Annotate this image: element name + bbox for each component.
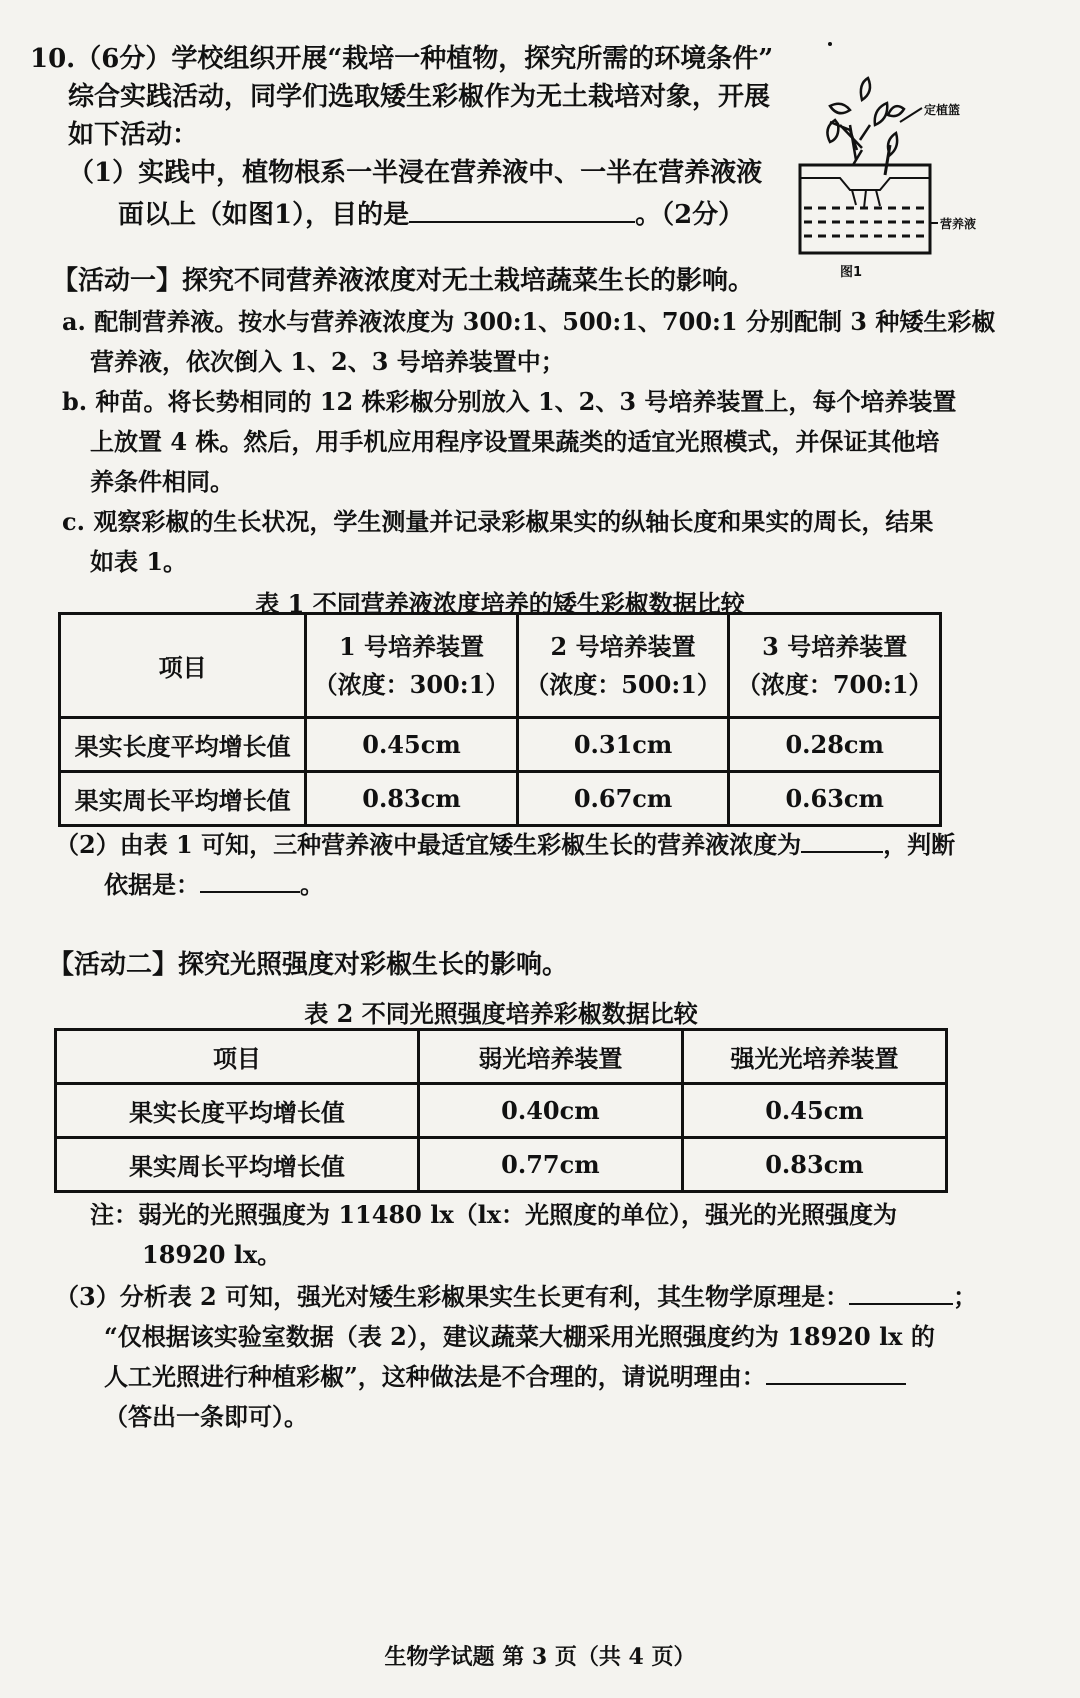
table2-header-strong-light: 强光光培养装置 (682, 1030, 946, 1084)
figure-1 (790, 30, 1060, 280)
table1-device2-name: 2 号培养装置 (550, 631, 696, 661)
q1-line1: （1）实践中，植物根系一半浸在营养液中、一半在营养液液 (68, 158, 763, 188)
table2 (54, 1028, 948, 1193)
q1-points: 。（2分） (635, 200, 745, 230)
q2-period: 。 (300, 870, 324, 899)
table2-note-line1: 注：弱光的光照强度为 11480 lx（lx：光照度的单位），强光的光照强度为 (90, 1200, 898, 1229)
table1-row2-v3: 0.63cm (729, 772, 941, 826)
table1-device3-name: 3 号培养装置 (762, 631, 908, 661)
table2-row1-v2: 0.45cm (682, 1084, 946, 1138)
table2-row2-v1: 0.77cm (418, 1138, 682, 1192)
table1-header-device1 (306, 614, 518, 718)
table1-row2-v2: 0.67cm (517, 772, 729, 826)
activity1-step-a-line1: a. 配制营养液。按水与营养液浓度为 300:1、500:1、700:1 分别配制 3 种矮生彩椒 (62, 307, 996, 336)
table2-row1-v1: 0.40cm (418, 1084, 682, 1138)
activity1-step-b-line2: 上放置 4 株。然后，用手机应用程序设置果蔬类的适宜光照模式，并保证其他培 (90, 427, 940, 456)
table1-header-device3 (729, 614, 941, 718)
table1-row2-v1: 0.83cm (306, 772, 518, 826)
table2-header-row (56, 1030, 947, 1084)
q2-line2 (104, 866, 324, 904)
q3-principle-blank[interactable] (849, 1279, 953, 1305)
q2-concentration-blank[interactable] (801, 827, 883, 853)
q1-line2 (118, 196, 744, 234)
table2-row2-label: 果实周长平均增长值 (56, 1138, 419, 1192)
q2-basis-blank[interactable] (200, 867, 300, 893)
table1-header-row (60, 614, 941, 718)
table1-device1-name: 1 号培养装置 (338, 631, 485, 661)
table1-row1-label: 果实长度平均增长值 (60, 718, 306, 772)
q2-text: （2）由表 1 可知，三种营养液中最适宜矮生彩椒生长的营养液浓度为 (55, 830, 802, 859)
table2-header-item: 项目 (56, 1030, 419, 1084)
table1-header-item: 项目 (60, 614, 306, 718)
q1-text: 面以上（如图1），目的是 (118, 200, 410, 230)
activity1-title: 【活动一】探究不同营养液浓度对无土栽培蔬菜生长的影响。 (52, 266, 755, 296)
table1-device1-concentration: （浓度：300:1） (313, 669, 510, 699)
table1-caption: 表 1 不同营养液浓度培养的矮生彩椒数据比较 (255, 589, 745, 618)
activity1-step-a-line2: 营养液，依次倒入 1、2、3 号培养装置中； (90, 347, 565, 376)
q1-answer-blank[interactable] (409, 197, 635, 223)
activity1-step-c-line2: 如表 1。 (90, 547, 188, 576)
figure1-label-bottom: 营养液 (940, 217, 977, 231)
q2-line1 (55, 826, 955, 864)
table-row (56, 1084, 947, 1138)
table-row (60, 718, 941, 772)
table2-row1-label: 果实长度平均增长值 (56, 1084, 419, 1138)
figure1-label-top: 定植篮 (924, 103, 961, 117)
table1-row1-v3: 0.28cm (729, 718, 941, 772)
q3-line2: “仅根据该实验室数据（表 2），建议蔬菜大棚采用光照强度约为 18920 lx 的 (104, 1322, 935, 1351)
activity1-step-b-line1: b. 种苗。将长势相同的 12 株彩椒分别放入 1、2、3 号培养装置上，每个培养装置 (62, 387, 957, 416)
q3-reason-blank[interactable] (766, 1359, 906, 1385)
table1-row2-label: 果实周长平均增长值 (60, 772, 306, 826)
activity1-step-c-line1: c. 观察彩椒的生长状况，学生测量并记录彩椒果实的纵轴长度和果实的周长，结果 (62, 507, 934, 536)
table1 (58, 612, 942, 827)
activity2-title: 【活动二】探究光照强度对彩椒生长的影响。 (48, 950, 569, 980)
table2-header-weak-light: 弱光培养装置 (418, 1030, 682, 1084)
q10-intro-line3: 如下活动： (68, 120, 199, 150)
table1-row1-v2: 0.31cm (517, 718, 729, 772)
activity1-step-b-line3: 养条件相同。 (90, 467, 234, 496)
q3-line3 (104, 1358, 906, 1396)
table1-header-device2 (517, 614, 729, 718)
q10-intro-line1: 10.（6分）学校组织开展“栽培一种植物，探究所需的环境条件” (30, 44, 774, 74)
table-row (60, 772, 941, 826)
q3-semicolon: ； (953, 1282, 978, 1311)
q3-text: （3）分析表 2 可知，强光对矮生彩椒果实生长更有利，其生物学原理是： (55, 1282, 850, 1311)
q3-text-reason: 人工光照进行种植彩椒”，这种做法是不合理的，请说明理由： (104, 1362, 766, 1391)
table1-device3-concentration: （浓度：700:1） (736, 669, 933, 699)
q2-basis-label: 依据是： (104, 870, 200, 899)
table-row (56, 1138, 947, 1192)
q3-line4: （答出一条即可）。 (104, 1402, 308, 1431)
q3-line1 (55, 1278, 977, 1316)
table2-note-line2: 18920 lx。 (142, 1240, 282, 1269)
figure1-caption: 图1 (840, 265, 863, 280)
table1-device2-concentration: （浓度：500:1） (525, 669, 721, 699)
page-footer: 生物学试题 第 3 页（共 4 页） (384, 1644, 696, 1670)
table1-row1-v1: 0.45cm (306, 718, 518, 772)
q10-intro-line2: 综合实践活动，同学们选取矮生彩椒作为无土栽培对象，开展 (68, 82, 771, 112)
q2-text-tail: ，判断 (883, 830, 956, 859)
hydroponic-setup-illustration (790, 30, 1060, 280)
table2-caption: 表 2 不同光照强度培养彩椒数据比较 (304, 999, 698, 1028)
table2-row2-v2: 0.83cm (682, 1138, 946, 1192)
